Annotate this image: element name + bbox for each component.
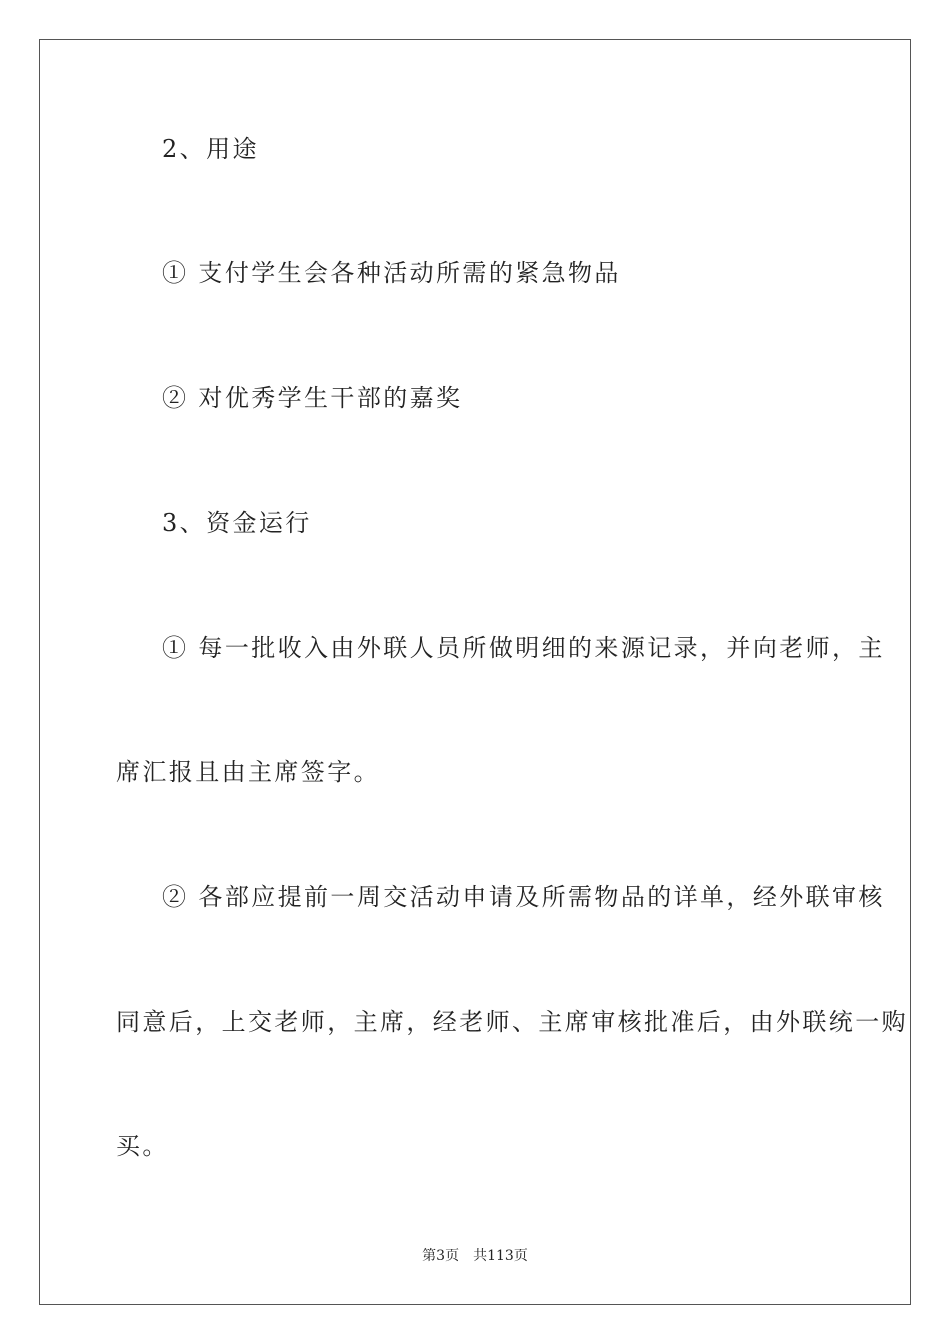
page-footer	[0, 1247, 950, 1265]
section-heading-usage: 2、用途	[162, 135, 259, 163]
page-total: 共113页	[473, 1248, 528, 1264]
operation-item-1-line-2: 席汇报且由主席签字。	[116, 758, 380, 786]
usage-item-1: ① 支付学生会各种活动所需的紧急物品	[162, 259, 621, 287]
operation-item-2-line-3: 买。	[116, 1132, 169, 1160]
page-number: 第3页	[422, 1248, 460, 1264]
operation-item-1-line-1: ① 每一批收入由外联人员所做明细的来源记录，并向老师，主	[162, 634, 885, 662]
operation-item-2-line-2: 同意后，上交老师，主席，经老师、主席审核批准后，由外联统一购	[116, 1008, 908, 1036]
section-heading-fund-operation: 3、资金运行	[162, 509, 312, 537]
operation-item-2-line-1: ② 各部应提前一周交活动申请及所需物品的详单，经外联审核	[162, 883, 885, 911]
page-frame	[39, 39, 911, 1305]
usage-item-2: ② 对优秀学生干部的嘉奖	[162, 384, 463, 412]
